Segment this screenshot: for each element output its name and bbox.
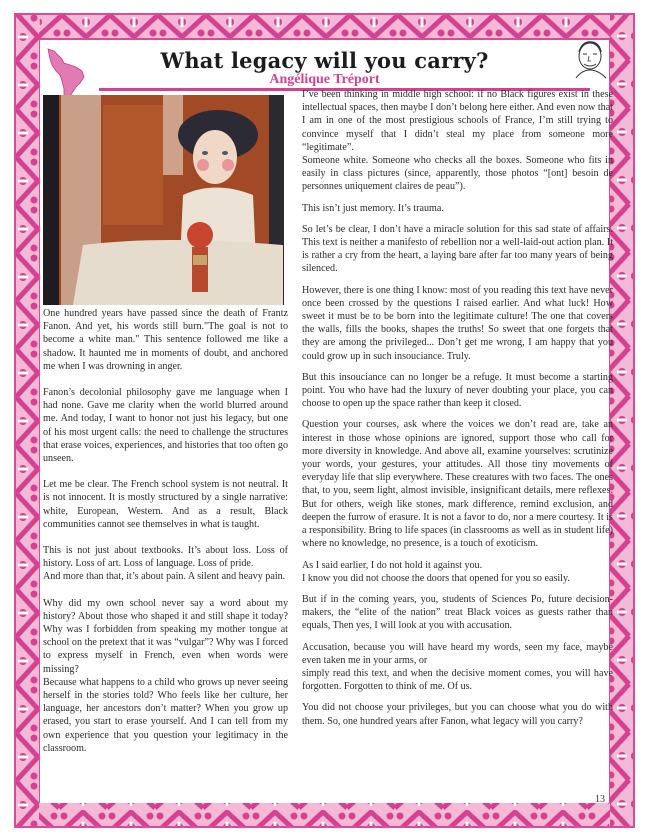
paragraph: But if in the coming years, you, students of Sciences Po, future decision-makers, the “elite of the nation” treat Black voices as guests rather than equals, Then yes, I will look at you with accusation. (302, 593, 613, 632)
paragraph: And more than that, it’s about pain. A silent and heavy pain. (43, 571, 286, 583)
paragraph: This isn’t just memory. It’s trauma. (302, 202, 444, 214)
paragraph: So let’s be clear, I don’t have a miracle solution for this sad state of affairs. This text is neither a manifesto of rebellion nor a well-laid-out action plan. It is rather a cry from the heart, a laying bare after far too many years of being silenced. (302, 223, 613, 275)
paragraph: Accusation, because you will have heard my words, seen my face, maybe even taken me in your arms, or (302, 641, 613, 666)
article-page (40, 40, 613, 805)
paragraph: Fanon’s decolonial philosophy gave me language when I had none. Gave me clarity when the world blurred around me. And today, I want to honor not just his legacy, but one of his most urgent calls: the need to challenge the structures that erase voices, experiences, and histories that too often go unseen. (43, 387, 288, 465)
paragraph: simply read this text, and when the decisive moment comes, you will have forgotten. Forgotten to think of me. Of us. (302, 667, 613, 693)
paragraph: I’ve been thinking in middle high school: if no Black figures exist in these intellectual spaces, then maybe I don’t belong here either. And even now that I am in one of the most prestigious schools of France, I’m still trying to convince myself that I didn’t steal my place from someone more “legitimate”. (302, 89, 613, 153)
right-column (302, 88, 613, 736)
paragraph: You did not choose your privileges, but you can choose what you do with them. So, one hundred years after Fanon, what legacy will you carry? (302, 702, 613, 727)
paragraph: One hundred years have passed since the death of Frantz Fanon. And yet, his words still burn."The goal is not to become a white man." This sentence followed me like a shadow. It haunted me in moments of doubt, and anchored me when I was drowning in anger. (43, 308, 288, 372)
page-number: 13 (595, 794, 605, 805)
article-painting (43, 95, 284, 305)
paragraph: Question your courses, ask where the voices we don’t read are, take an interest in those whose opinions are ignored, support those who call for more diversity in knowledge. And above all, examine yourselves: scrutinize your words, your gestures, your attitudes. All those tiny movements of everyday life that slip everywhere. These creatures with two faces. The ones that, to you, seem light, almost invisible, insignificant details, mere reflexes. But for others, weigh like stones, mark difference, remind exclusion, and deepen the furrow of erasure. It is not a favor to do, nor a mere courtesy. It is a responsibility. Bring to life spaces (in classrooms as well as in student life) where no knowledge, no presence, is a touch of exoticism. (302, 419, 613, 550)
paragraph: But this insouciance can no longer be a refuge. It must become a starting point. You who have had the luxury of never doubting your place, you can choose to open up the space rather than keep it closed. (302, 371, 613, 410)
paragraph: Because what happens to a child who grows up never seeing herself in the stories told? Who feels like her culture, her language, her ancestors don’t matter? When you grow up erased, you start to erase yourself. And I can tell from my own experience that you question your legitimacy in the classroom. (43, 676, 288, 754)
paragraph: This is not just about textbooks. It’s about loss. Loss of history. Loss of art. Loss of language. Loss of pride. (43, 545, 288, 570)
paragraph: As I said earlier, I do not hold it against you. (302, 559, 483, 571)
paragraph: Someone white. Someone who checks all the boxes. Someone who fits in easily in class pictures (since, apparently, those photos “[ont] besoin de personnes uniquement claires de peau”). (302, 155, 613, 193)
article-author: Angélique Tréport (269, 72, 380, 87)
left-column (43, 307, 288, 768)
fanon-portrait-sketch-icon (568, 36, 612, 80)
article-header (40, 40, 609, 90)
article-title: What legacy will you carry? (160, 48, 489, 73)
paragraph: Why did my own school never say a word about my history? About those who shaped it and still shape it today? Why was I forbidden from speaking my mother tongue at school on the pretext that it was “vulgar”? Why was I forced to express myself in French, even when words were missing? (43, 597, 288, 675)
paragraph: Let me be clear. The French school system is not neutral. It is not innocent. It is mostly structured by a single narrative: white, European, Western. And as a result, Black communities cannot see themselves in what is taught. (43, 479, 288, 530)
paragraph: I know you did not choose the doors that opened for you so easily. (302, 572, 570, 584)
paragraph: However, there is one thing I know: most of you reading this text have never once been crossed by the questions I raised earlier. And what luck! How sweet it must be to be born into the legitimate culture! The one that covers the walls, fills the books, shapes the truths! So sweet that one forgets that they are among the privileged... Don’t get me wrong, I am happy that you could grow up in such insouciance. Truly. (302, 284, 613, 362)
